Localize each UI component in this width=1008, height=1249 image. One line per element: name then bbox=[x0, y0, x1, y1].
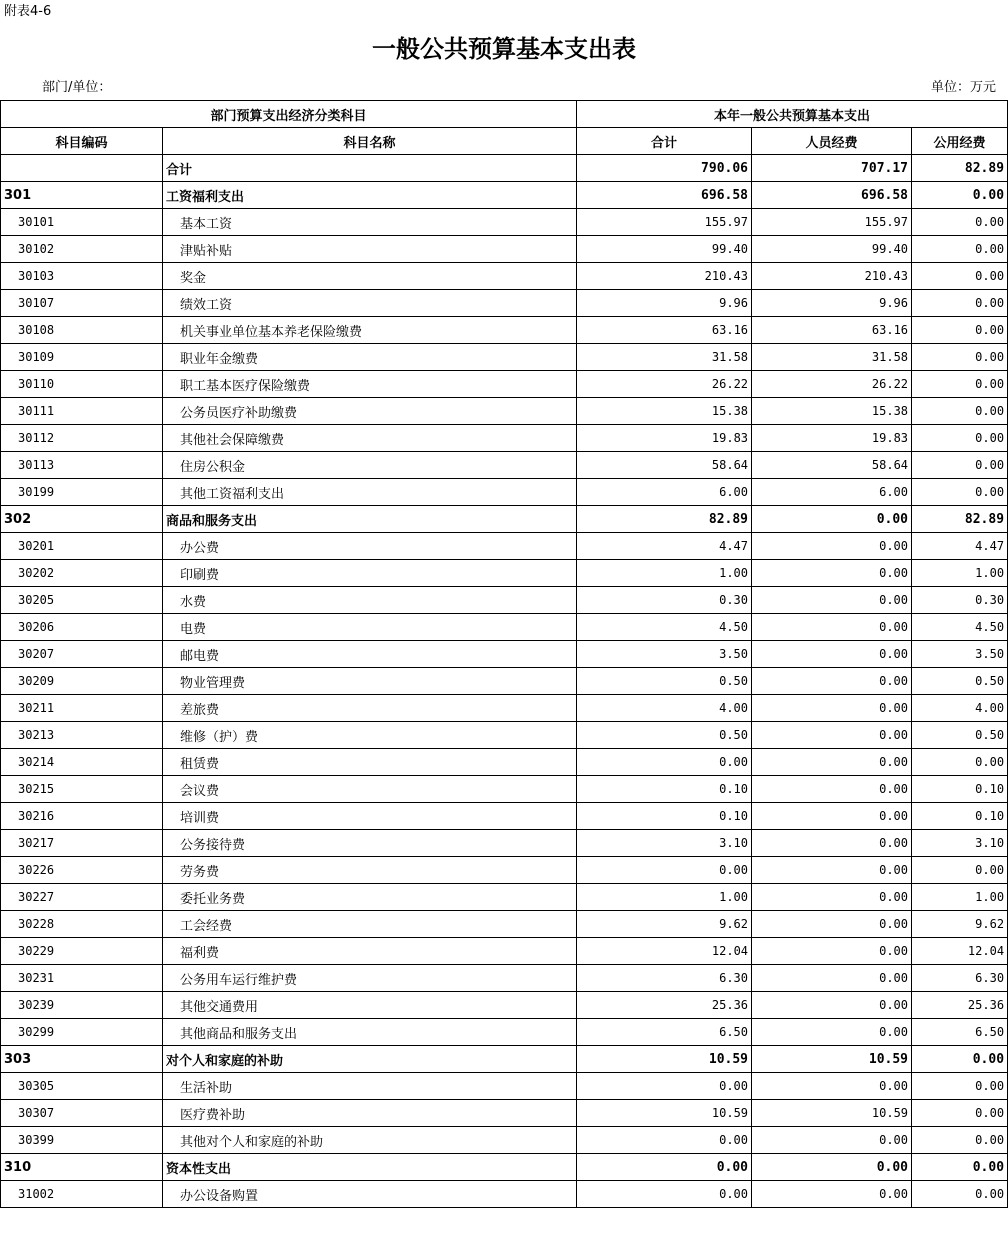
row-personnel-cell: 0.00 bbox=[752, 749, 912, 776]
row-name-cell: 生活补助 bbox=[163, 1073, 577, 1100]
row-code-cell: 30202 bbox=[1, 560, 163, 587]
row-code-cell: 30299 bbox=[1, 1019, 163, 1046]
table-group-header-row bbox=[1, 101, 1008, 128]
table-row bbox=[1, 506, 1008, 533]
row-total-cell: 15.38 bbox=[577, 398, 752, 425]
row-total-cell: 6.50 bbox=[577, 1019, 752, 1046]
table-row bbox=[1, 290, 1008, 317]
row-code-cell: 30205 bbox=[1, 587, 163, 614]
row-name-cell: 机关事业单位基本养老保险缴费 bbox=[163, 317, 577, 344]
row-total-cell: 0.10 bbox=[577, 776, 752, 803]
table-row bbox=[1, 317, 1008, 344]
row-public-cell: 0.00 bbox=[912, 749, 1008, 776]
table-row bbox=[1, 560, 1008, 587]
row-name-cell: 基本工资 bbox=[163, 209, 577, 236]
row-total-cell: 0.00 bbox=[577, 1181, 752, 1208]
row-name-cell: 物业管理费 bbox=[163, 668, 577, 695]
table-row bbox=[1, 209, 1008, 236]
row-personnel-cell: 0.00 bbox=[752, 1181, 912, 1208]
row-name-cell: 工资福利支出 bbox=[163, 182, 577, 209]
row-public-cell: 0.10 bbox=[912, 776, 1008, 803]
row-code-cell: 30209 bbox=[1, 668, 163, 695]
budget-table bbox=[0, 100, 1008, 1208]
row-name-cell: 合计 bbox=[163, 155, 577, 182]
row-name-cell: 职工基本医疗保险缴费 bbox=[163, 371, 577, 398]
row-public-cell: 0.00 bbox=[912, 1181, 1008, 1208]
row-public-cell: 82.89 bbox=[912, 506, 1008, 533]
table-row bbox=[1, 722, 1008, 749]
row-name-cell: 委托业务费 bbox=[163, 884, 577, 911]
row-personnel-cell: 0.00 bbox=[752, 1127, 912, 1154]
row-personnel-cell: 0.00 bbox=[752, 722, 912, 749]
row-code-cell: 30206 bbox=[1, 614, 163, 641]
row-public-cell: 0.00 bbox=[912, 182, 1008, 209]
row-total-cell: 9.62 bbox=[577, 911, 752, 938]
row-personnel-cell: 26.22 bbox=[752, 371, 912, 398]
row-personnel-cell: 0.00 bbox=[752, 560, 912, 587]
row-code-cell: 30211 bbox=[1, 695, 163, 722]
row-personnel-cell: 6.00 bbox=[752, 479, 912, 506]
unit-label: 单位：万元 bbox=[930, 80, 996, 95]
row-public-cell: 0.50 bbox=[912, 722, 1008, 749]
row-public-cell: 0.00 bbox=[912, 317, 1008, 344]
row-public-cell: 12.04 bbox=[912, 938, 1008, 965]
table-row bbox=[1, 587, 1008, 614]
row-name-cell: 住房公积金 bbox=[163, 452, 577, 479]
row-name-cell: 培训费 bbox=[163, 803, 577, 830]
row-total-cell: 0.10 bbox=[577, 803, 752, 830]
table-row bbox=[1, 992, 1008, 1019]
row-code-cell: 30229 bbox=[1, 938, 163, 965]
table-row bbox=[1, 155, 1008, 182]
column-header-total: 合计 bbox=[577, 128, 752, 155]
table-row bbox=[1, 1181, 1008, 1208]
row-public-cell: 0.00 bbox=[912, 425, 1008, 452]
row-total-cell: 10.59 bbox=[577, 1046, 752, 1073]
table-row bbox=[1, 533, 1008, 560]
row-code-cell: 30107 bbox=[1, 290, 163, 317]
row-public-cell: 4.50 bbox=[912, 614, 1008, 641]
row-personnel-cell: 9.96 bbox=[752, 290, 912, 317]
row-name-cell: 资本性支出 bbox=[163, 1154, 577, 1181]
row-public-cell: 0.30 bbox=[912, 587, 1008, 614]
table-row bbox=[1, 857, 1008, 884]
row-public-cell: 0.00 bbox=[912, 1073, 1008, 1100]
row-name-cell: 差旅费 bbox=[163, 695, 577, 722]
row-personnel-cell: 0.00 bbox=[752, 965, 912, 992]
table-row bbox=[1, 236, 1008, 263]
group-header-classification: 部门预算支出经济分类科目 bbox=[1, 101, 577, 128]
row-public-cell: 82.89 bbox=[912, 155, 1008, 182]
table-row bbox=[1, 182, 1008, 209]
page-title: 一般公共预算基本支出表 bbox=[372, 34, 636, 63]
row-code-cell: 30307 bbox=[1, 1100, 163, 1127]
row-name-cell: 会议费 bbox=[163, 776, 577, 803]
row-personnel-cell: 0.00 bbox=[752, 857, 912, 884]
row-name-cell: 奖金 bbox=[163, 263, 577, 290]
row-public-cell: 0.00 bbox=[912, 1046, 1008, 1073]
row-personnel-cell: 0.00 bbox=[752, 992, 912, 1019]
table-column-header-row bbox=[1, 128, 1008, 155]
row-code-cell: 30231 bbox=[1, 965, 163, 992]
row-personnel-cell: 31.58 bbox=[752, 344, 912, 371]
table-row bbox=[1, 1154, 1008, 1181]
row-total-cell: 790.06 bbox=[577, 155, 752, 182]
row-personnel-cell: 0.00 bbox=[752, 695, 912, 722]
row-code-cell: 310 bbox=[1, 1154, 163, 1181]
row-personnel-cell: 210.43 bbox=[752, 263, 912, 290]
row-total-cell: 19.83 bbox=[577, 425, 752, 452]
row-code-cell: 30399 bbox=[1, 1127, 163, 1154]
row-total-cell: 696.58 bbox=[577, 182, 752, 209]
row-name-cell: 公务员医疗补助缴费 bbox=[163, 398, 577, 425]
row-code-cell: 30214 bbox=[1, 749, 163, 776]
row-code-cell: 301 bbox=[1, 182, 163, 209]
row-name-cell: 办公费 bbox=[163, 533, 577, 560]
row-personnel-cell: 0.00 bbox=[752, 884, 912, 911]
table-row bbox=[1, 695, 1008, 722]
row-code-cell: 31002 bbox=[1, 1181, 163, 1208]
row-public-cell: 0.00 bbox=[912, 290, 1008, 317]
table-row bbox=[1, 938, 1008, 965]
row-public-cell: 3.50 bbox=[912, 641, 1008, 668]
row-public-cell: 0.00 bbox=[912, 344, 1008, 371]
row-code-cell: 30102 bbox=[1, 236, 163, 263]
row-code-cell: 30228 bbox=[1, 911, 163, 938]
row-personnel-cell: 0.00 bbox=[752, 938, 912, 965]
table-row bbox=[1, 425, 1008, 452]
row-code-cell: 30227 bbox=[1, 884, 163, 911]
table-row bbox=[1, 776, 1008, 803]
row-name-cell: 其他工资福利支出 bbox=[163, 479, 577, 506]
row-total-cell: 10.59 bbox=[577, 1100, 752, 1127]
table-row bbox=[1, 263, 1008, 290]
row-public-cell: 25.36 bbox=[912, 992, 1008, 1019]
row-code-cell: 30217 bbox=[1, 830, 163, 857]
row-public-cell: 0.00 bbox=[912, 1127, 1008, 1154]
table-row bbox=[1, 614, 1008, 641]
row-public-cell: 0.00 bbox=[912, 209, 1008, 236]
row-name-cell: 其他对个人和家庭的补助 bbox=[163, 1127, 577, 1154]
row-total-cell: 25.36 bbox=[577, 992, 752, 1019]
row-code-cell: 30109 bbox=[1, 344, 163, 371]
column-header-public: 公用经费 bbox=[912, 128, 1008, 155]
row-personnel-cell: 696.58 bbox=[752, 182, 912, 209]
row-total-cell: 0.00 bbox=[577, 1154, 752, 1181]
row-public-cell: 1.00 bbox=[912, 884, 1008, 911]
row-name-cell: 其他交通费用 bbox=[163, 992, 577, 1019]
row-total-cell: 0.30 bbox=[577, 587, 752, 614]
table-row bbox=[1, 1046, 1008, 1073]
row-code-cell: 30111 bbox=[1, 398, 163, 425]
row-name-cell: 电费 bbox=[163, 614, 577, 641]
row-name-cell: 公务接待费 bbox=[163, 830, 577, 857]
table-row bbox=[1, 911, 1008, 938]
row-total-cell: 63.16 bbox=[577, 317, 752, 344]
row-total-cell: 0.00 bbox=[577, 857, 752, 884]
table-row bbox=[1, 884, 1008, 911]
row-code-cell: 30305 bbox=[1, 1073, 163, 1100]
row-total-cell: 4.00 bbox=[577, 695, 752, 722]
row-code-cell: 30239 bbox=[1, 992, 163, 1019]
row-personnel-cell: 0.00 bbox=[752, 1019, 912, 1046]
department-label: 部门/单位： bbox=[42, 80, 112, 95]
row-public-cell: 0.10 bbox=[912, 803, 1008, 830]
row-public-cell: 0.00 bbox=[912, 1154, 1008, 1181]
row-name-cell: 商品和服务支出 bbox=[163, 506, 577, 533]
row-name-cell: 福利费 bbox=[163, 938, 577, 965]
row-total-cell: 6.30 bbox=[577, 965, 752, 992]
row-name-cell: 办公设备购置 bbox=[163, 1181, 577, 1208]
table-row bbox=[1, 1019, 1008, 1046]
row-name-cell: 邮电费 bbox=[163, 641, 577, 668]
table-row bbox=[1, 398, 1008, 425]
row-code-cell: 30213 bbox=[1, 722, 163, 749]
row-total-cell: 99.40 bbox=[577, 236, 752, 263]
row-code-cell: 30215 bbox=[1, 776, 163, 803]
table-row bbox=[1, 371, 1008, 398]
row-total-cell: 6.00 bbox=[577, 479, 752, 506]
row-name-cell: 工会经费 bbox=[163, 911, 577, 938]
row-personnel-cell: 0.00 bbox=[752, 803, 912, 830]
row-personnel-cell: 155.97 bbox=[752, 209, 912, 236]
table-row bbox=[1, 1100, 1008, 1127]
row-public-cell: 0.00 bbox=[912, 452, 1008, 479]
row-public-cell: 0.00 bbox=[912, 236, 1008, 263]
row-name-cell: 维修（护）费 bbox=[163, 722, 577, 749]
table-row bbox=[1, 479, 1008, 506]
row-personnel-cell: 0.00 bbox=[752, 668, 912, 695]
row-personnel-cell: 0.00 bbox=[752, 911, 912, 938]
row-personnel-cell: 707.17 bbox=[752, 155, 912, 182]
row-public-cell: 9.62 bbox=[912, 911, 1008, 938]
row-code-cell: 30110 bbox=[1, 371, 163, 398]
row-personnel-cell: 10.59 bbox=[752, 1100, 912, 1127]
row-public-cell: 1.00 bbox=[912, 560, 1008, 587]
row-personnel-cell: 0.00 bbox=[752, 533, 912, 560]
row-code-cell: 30113 bbox=[1, 452, 163, 479]
row-code-cell: 30108 bbox=[1, 317, 163, 344]
row-name-cell: 绩效工资 bbox=[163, 290, 577, 317]
row-code-cell: 30112 bbox=[1, 425, 163, 452]
row-name-cell: 对个人和家庭的补助 bbox=[163, 1046, 577, 1073]
row-total-cell: 1.00 bbox=[577, 884, 752, 911]
row-public-cell: 0.00 bbox=[912, 263, 1008, 290]
row-personnel-cell: 0.00 bbox=[752, 587, 912, 614]
row-public-cell: 0.50 bbox=[912, 668, 1008, 695]
table-row bbox=[1, 830, 1008, 857]
row-total-cell: 155.97 bbox=[577, 209, 752, 236]
row-public-cell: 0.00 bbox=[912, 1100, 1008, 1127]
row-personnel-cell: 99.40 bbox=[752, 236, 912, 263]
row-personnel-cell: 0.00 bbox=[752, 830, 912, 857]
row-name-cell: 水费 bbox=[163, 587, 577, 614]
row-code-cell: 303 bbox=[1, 1046, 163, 1073]
column-header-code: 科目编码 bbox=[1, 128, 163, 155]
row-code-cell: 30101 bbox=[1, 209, 163, 236]
row-total-cell: 210.43 bbox=[577, 263, 752, 290]
table-row bbox=[1, 1127, 1008, 1154]
table-row bbox=[1, 641, 1008, 668]
row-total-cell: 3.50 bbox=[577, 641, 752, 668]
row-personnel-cell: 0.00 bbox=[752, 506, 912, 533]
table-row bbox=[1, 749, 1008, 776]
row-total-cell: 0.50 bbox=[577, 668, 752, 695]
row-code-cell: 30201 bbox=[1, 533, 163, 560]
row-personnel-cell: 63.16 bbox=[752, 317, 912, 344]
row-public-cell: 0.00 bbox=[912, 479, 1008, 506]
row-total-cell: 0.00 bbox=[577, 1127, 752, 1154]
row-total-cell: 58.64 bbox=[577, 452, 752, 479]
row-code-cell: 30207 bbox=[1, 641, 163, 668]
row-name-cell: 印刷费 bbox=[163, 560, 577, 587]
row-name-cell: 其他商品和服务支出 bbox=[163, 1019, 577, 1046]
row-personnel-cell: 0.00 bbox=[752, 614, 912, 641]
row-name-cell: 公务用车运行维护费 bbox=[163, 965, 577, 992]
row-total-cell: 26.22 bbox=[577, 371, 752, 398]
row-total-cell: 4.47 bbox=[577, 533, 752, 560]
row-personnel-cell: 0.00 bbox=[752, 776, 912, 803]
row-total-cell: 4.50 bbox=[577, 614, 752, 641]
row-code-cell bbox=[1, 155, 163, 182]
attachment-label: 附表4-6 bbox=[4, 4, 52, 19]
row-total-cell: 3.10 bbox=[577, 830, 752, 857]
row-code-cell: 30103 bbox=[1, 263, 163, 290]
row-code-cell: 30199 bbox=[1, 479, 163, 506]
table-row bbox=[1, 344, 1008, 371]
row-total-cell: 12.04 bbox=[577, 938, 752, 965]
row-name-cell: 其他社会保障缴费 bbox=[163, 425, 577, 452]
row-total-cell: 0.50 bbox=[577, 722, 752, 749]
row-code-cell: 30216 bbox=[1, 803, 163, 830]
row-name-cell: 医疗费补助 bbox=[163, 1100, 577, 1127]
row-public-cell: 6.50 bbox=[912, 1019, 1008, 1046]
column-header-name: 科目名称 bbox=[163, 128, 577, 155]
row-personnel-cell: 19.83 bbox=[752, 425, 912, 452]
row-personnel-cell: 0.00 bbox=[752, 641, 912, 668]
row-code-cell: 30226 bbox=[1, 857, 163, 884]
row-public-cell: 4.47 bbox=[912, 533, 1008, 560]
row-personnel-cell: 10.59 bbox=[752, 1046, 912, 1073]
row-public-cell: 4.00 bbox=[912, 695, 1008, 722]
row-personnel-cell: 58.64 bbox=[752, 452, 912, 479]
row-total-cell: 1.00 bbox=[577, 560, 752, 587]
row-personnel-cell: 0.00 bbox=[752, 1154, 912, 1181]
row-total-cell: 0.00 bbox=[577, 1073, 752, 1100]
table-row bbox=[1, 668, 1008, 695]
row-name-cell: 职业年金缴费 bbox=[163, 344, 577, 371]
table-row bbox=[1, 965, 1008, 992]
row-name-cell: 劳务费 bbox=[163, 857, 577, 884]
column-header-personnel: 人员经费 bbox=[752, 128, 912, 155]
row-total-cell: 9.96 bbox=[577, 290, 752, 317]
row-public-cell: 0.00 bbox=[912, 398, 1008, 425]
row-total-cell: 31.58 bbox=[577, 344, 752, 371]
row-name-cell: 租赁费 bbox=[163, 749, 577, 776]
table-row bbox=[1, 1073, 1008, 1100]
row-name-cell: 津贴补贴 bbox=[163, 236, 577, 263]
row-total-cell: 82.89 bbox=[577, 506, 752, 533]
row-public-cell: 6.30 bbox=[912, 965, 1008, 992]
table-row bbox=[1, 803, 1008, 830]
table-row bbox=[1, 452, 1008, 479]
row-code-cell: 302 bbox=[1, 506, 163, 533]
row-personnel-cell: 0.00 bbox=[752, 1073, 912, 1100]
row-personnel-cell: 15.38 bbox=[752, 398, 912, 425]
row-total-cell: 0.00 bbox=[577, 749, 752, 776]
group-header-expenditure: 本年一般公共预算基本支出 bbox=[577, 101, 1008, 128]
row-public-cell: 3.10 bbox=[912, 830, 1008, 857]
row-public-cell: 0.00 bbox=[912, 371, 1008, 398]
row-public-cell: 0.00 bbox=[912, 857, 1008, 884]
